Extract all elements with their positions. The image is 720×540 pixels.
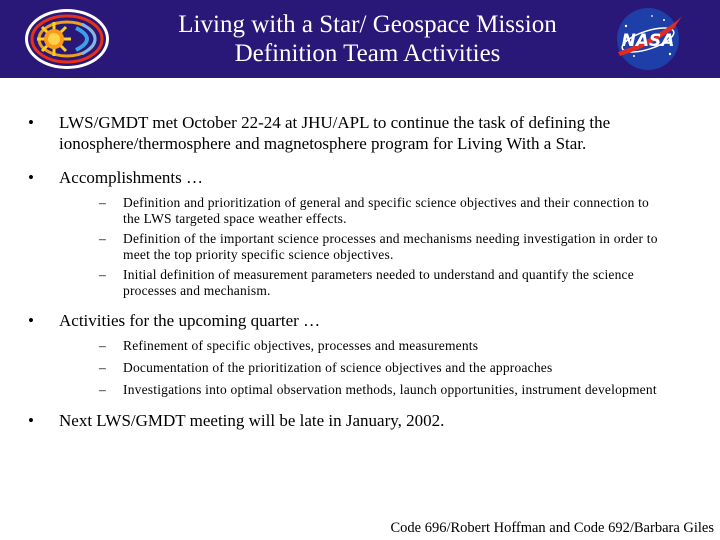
- sub-bullet-item: [89, 382, 668, 398]
- sub-bullet-text: Documentation of the prioritization of science objectives and the approaches: [123, 360, 553, 375]
- title-line-1: Living with a Star/ Geospace Mission: [178, 11, 557, 38]
- sub-bullet-list: [89, 338, 668, 398]
- sub-bullet-text: Investigations into optimal observation methods, launch opportunities, instrument development: [123, 382, 657, 397]
- svg-text:NASA: NASA: [621, 31, 675, 51]
- bullet-text: Activities for the upcoming quarter …: [59, 311, 321, 330]
- dash-glyph: –: [99, 231, 106, 246]
- bullet-glyph: •: [28, 411, 34, 430]
- sub-bullet-text: Initial definition of measurement parameters needed to understand and quantify the science processes and mechanism.: [123, 267, 634, 298]
- sub-bullet-text: Definition of the important science processes and mechanisms needing investigation in order to meet the top priority specific science objectives.: [123, 231, 658, 262]
- title-banner: [0, 0, 720, 78]
- bullet-text: Next LWS/GMDT meeting will be late in January, 2002.: [59, 411, 445, 430]
- nasa-meatball-logo: [612, 6, 684, 72]
- sub-bullet-item: [89, 231, 668, 263]
- sub-bullet-item: [89, 267, 668, 299]
- dash-glyph: –: [99, 382, 106, 397]
- bullet-item: [28, 310, 668, 398]
- title-line-2: Definition Team Activities: [234, 40, 501, 67]
- sub-bullet-text: Refinement of specific objectives, processes and measurements: [123, 338, 479, 353]
- dash-glyph: –: [99, 195, 106, 210]
- bullet-text: Accomplishments …: [59, 168, 204, 187]
- bullet-item: [28, 167, 668, 299]
- lws-sun-logo: [24, 8, 110, 70]
- bullet-glyph: •: [28, 168, 34, 187]
- dash-glyph: –: [99, 360, 106, 375]
- bullet-glyph: •: [28, 311, 34, 330]
- sub-bullet-text: Definition and prioritization of general and specific science objectives and their connection to the LWS targeted space weather effects.: [123, 195, 650, 226]
- dash-glyph: –: [99, 338, 106, 353]
- slide-body: [28, 112, 668, 431]
- bullet-glyph: •: [28, 113, 34, 132]
- sub-bullet-item: [89, 338, 668, 354]
- sub-bullet-item: [89, 195, 668, 227]
- sub-bullet-list: [89, 195, 668, 299]
- sub-bullet-item: [89, 360, 668, 376]
- dash-glyph: –: [99, 267, 106, 282]
- page-title: [120, 10, 615, 68]
- bullet-item: [28, 410, 668, 431]
- bullet-item: [28, 112, 668, 154]
- bullet-text: LWS/GMDT met October 22-24 at JHU/APL to continue the task of defining the ionosphere/thermosphere and magnetosphere program for Living With a Star.: [59, 113, 611, 153]
- author-credit: Code 696/Robert Hoffman and Code 692/Barbara Giles: [390, 520, 714, 536]
